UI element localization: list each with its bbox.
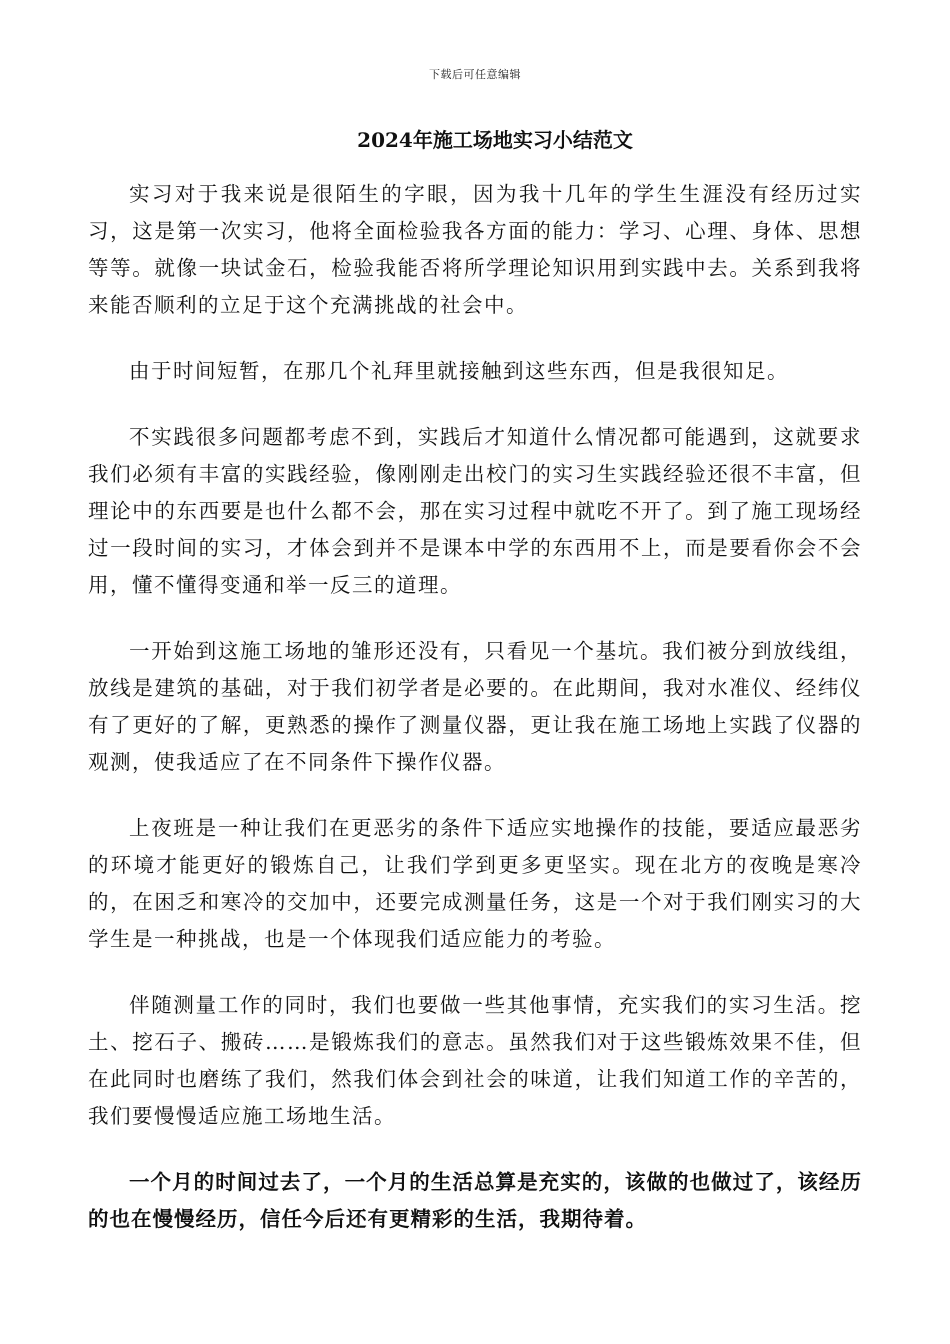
- paragraph-5: 上夜班是一种让我们在更恶劣的条件下适应实地操作的技能，要适应最恶劣的环境才能更好的锻炼自己，让我们学到更多更坚实。现在北方的夜晚是寒冷的，在困乏和寒冷的交加中，还要完成测量任务，这是一个对于我们刚实习的大学生是一种挑战，也是一个体现我们适应能力的考验。: [88, 816, 862, 951]
- paragraph-3: 不实践很多问题都考虑不到，实践后才知道什么情况都可能遇到，这就要求我们必须有丰富的实践经验，像刚刚走出校门的实习生实践经验还很不丰富，但理论中的东西要是也什么都不会，那在实习过程中就吃不开了。到了施工现场经过一段时间的实习，才体会到并不是课本中学的东西用不上，而是要看你会不会用，懂不懂得变通和举一反三的道理。: [88, 425, 862, 597]
- paragraph-1: 实习对于我来说是很陌生的字眼，因为我十几年的学生生涯没有经历过实习，这是第一次实习，他将全面检验我各方面的能力：学习、心理、身体、思想等等。就像一块试金石，检验我能否将所学理论知识用到实践中去。关系到我将来能否顺利的立足于这个充满挑战的社会中。: [88, 182, 862, 317]
- paragraph-4: 一开始到这施工场地的雏形还没有，只看见一个基坑。我们被分到放线组，放线是建筑的基础，对于我们初学者是必要的。在此期间，我对水准仪、经纬仪有了更好的了解，更熟悉的操作了测量仪器，更让我在施工场地上实践了仪器的观测，使我适应了在不同条件下操作仪器。: [88, 639, 862, 774]
- paragraph-2: 由于时间短暂，在那几个礼拜里就接触到这些东西，但是我很知足。: [129, 359, 789, 383]
- document-body: [88, 176, 862, 1267]
- paragraph-7-conclusion: 一个月的时间过去了，一个月的生活总算是充实的，该做的也做过了，该经历的也在慢慢经历，信任今后还有更精彩的生活，我期待着。: [88, 1170, 862, 1231]
- paragraph-6: 伴随测量工作的同时，我们也要做一些其他事情，充实我们的实习生活。挖土、挖石子、搬砖……是锻炼我们的意志。虽然我们对于这些锻炼效果不佳，但在此同时也磨练了我们，然我们体会到社会的味道，让我们知道工作的辛苦的，我们要慢慢适应施工场地生活。: [88, 993, 862, 1128]
- header-note: 下载后可任意编辑: [429, 68, 521, 81]
- document-title: 2024年施工场地实习小结范文: [357, 128, 633, 152]
